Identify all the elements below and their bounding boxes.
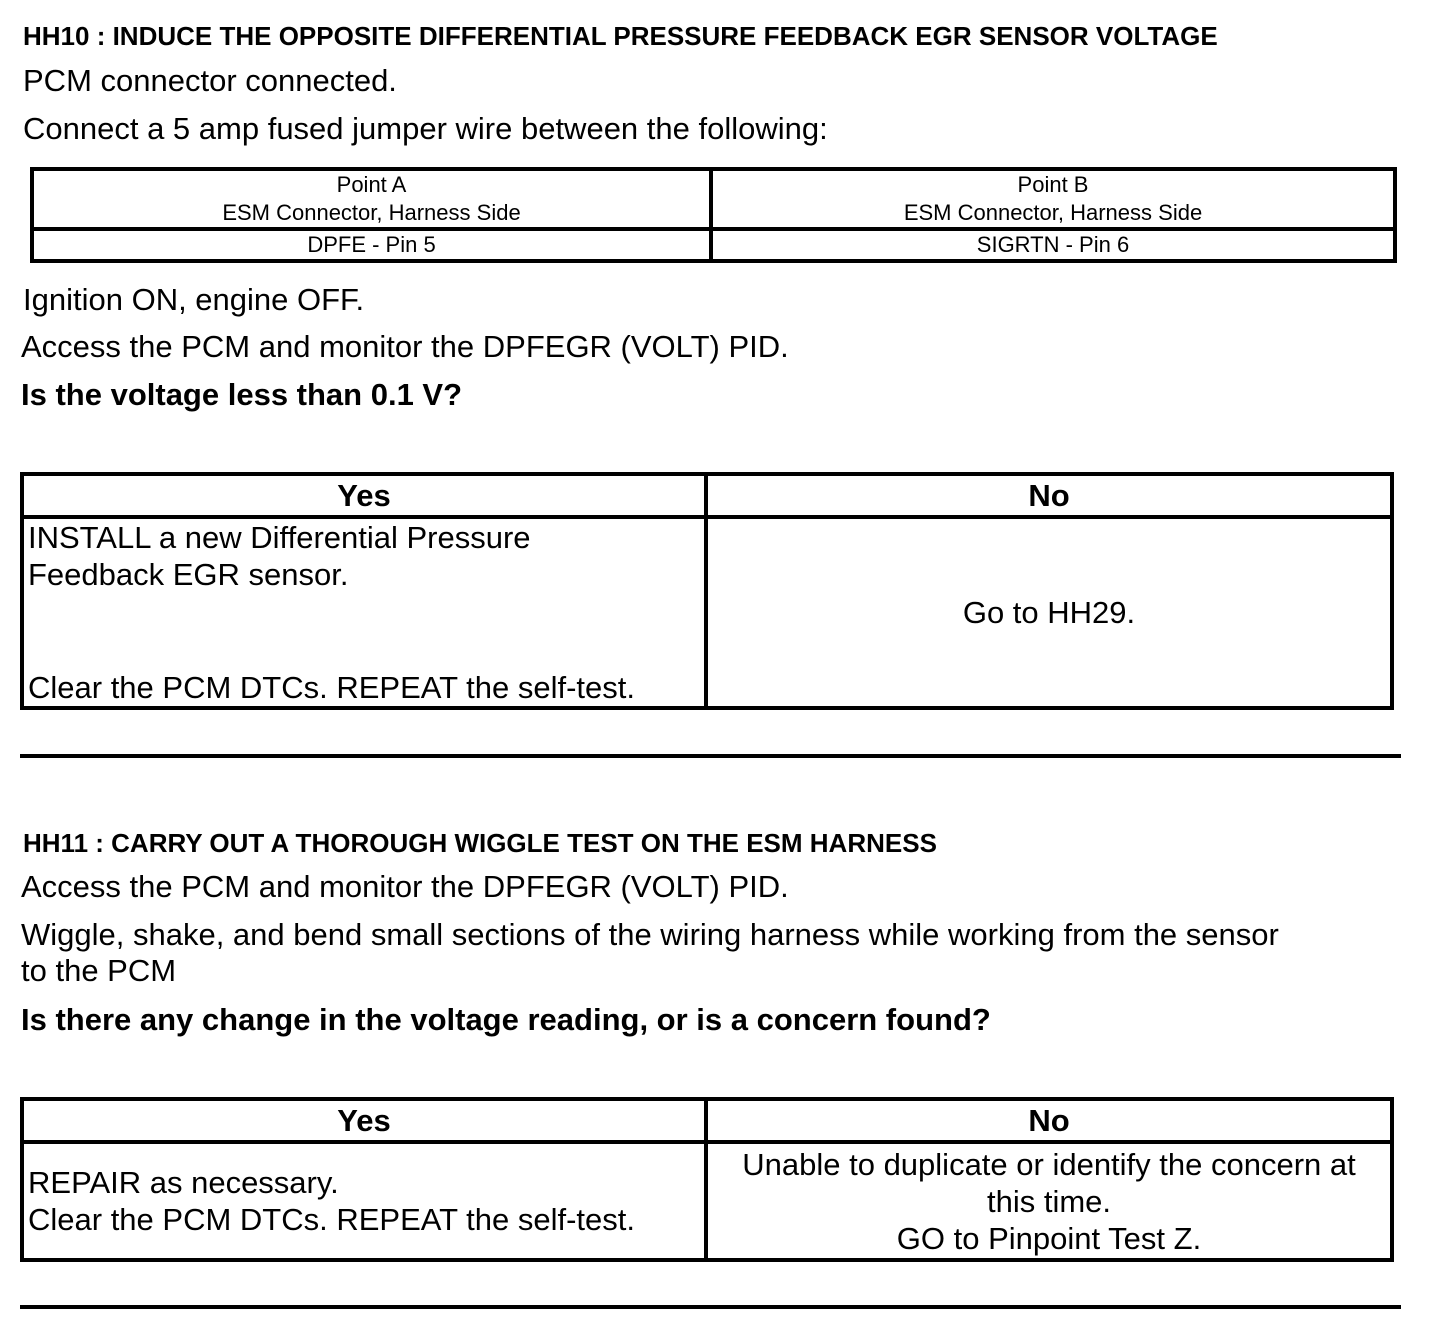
hh10-heading: HH10 : INDUCE THE OPPOSITE DIFFERENTIAL PRESSURE FEEDBACK EGR SENSOR VOLTAGE [23, 21, 1218, 51]
jumper-point-b-header [711, 169, 1395, 229]
hh10-yes-sensor: Feedback EGR sensor. [28, 557, 349, 592]
jumper-point-a-header [32, 169, 711, 229]
hh11-question: Is there any change in the voltage reading, or is a concern found? [21, 1002, 991, 1037]
hh10-yes-install: INSTALL a new Differential Pressure [28, 520, 531, 555]
hh10-yes-clear-dtcs: Clear the PCM DTCs. REPEAT the self-test. [28, 670, 635, 705]
point-b-title: Point B [1017, 172, 1089, 197]
point-a-title: Point A [336, 172, 407, 197]
hh10-step-ignition: Ignition ON, engine OFF. [23, 282, 365, 317]
hh11-yes-header: Yes [22, 1099, 706, 1142]
hh11-no-cell [706, 1142, 1392, 1260]
hh11-no-goto-pinpoint: GO to Pinpoint Test Z. [896, 1220, 1202, 1256]
hh10-result-table [20, 472, 1394, 710]
hh11-result-row [22, 1142, 1392, 1260]
hh11-no-header: No [706, 1099, 1392, 1142]
hh11-step-wiggle [21, 917, 1279, 989]
jumper-value-row [32, 229, 1395, 261]
hh10-question: Is the voltage less than 0.1 V? [21, 377, 463, 412]
hh11-step-wiggle-line2: to the PCM [21, 953, 177, 988]
jumper-header-row [32, 169, 1395, 229]
hh10-step-monitor-pid: Access the PCM and monitor the DPFEGR (VOLT) PID. [21, 329, 789, 364]
hh11-result-header-row [22, 1099, 1392, 1142]
hh10-result-row [22, 517, 1392, 708]
hh10-yes-header: Yes [22, 474, 706, 517]
hh11-step-wiggle-line1: Wiggle, shake, and bend small sections of the wiring harness while working from the sensor [21, 917, 1279, 952]
hh11-heading: HH11 : CARRY OUT A THOROUGH WIGGLE TEST ON THE ESM HARNESS [23, 828, 937, 858]
point-b-value: SIGRTN - Pin 6 [711, 229, 1395, 261]
point-b-subtitle: ESM Connector, Harness Side [903, 200, 1203, 225]
hh10-yes-cell [22, 517, 706, 708]
hh11-step-monitor-pid: Access the PCM and monitor the DPFEGR (VOLT) PID. [21, 869, 789, 904]
section-divider-bottom [20, 1305, 1401, 1309]
hh10-result-header-row [22, 474, 1392, 517]
hh10-no-header: No [706, 474, 1392, 517]
hh11-yes-clear-dtcs: Clear the PCM DTCs. REPEAT the self-test. [28, 1202, 635, 1237]
hh11-no-unable: Unable to duplicate or identify the concern at [742, 1146, 1356, 1182]
hh10-step-pcm-connected: PCM connector connected. [23, 63, 397, 98]
hh11-result-table [20, 1097, 1394, 1262]
hh11-yes-cell [22, 1142, 706, 1260]
hh10-no-goto-hh29: Go to HH29. [962, 595, 1136, 630]
hh11-yes-repair: REPAIR as necessary. [28, 1165, 339, 1200]
section-divider [20, 754, 1401, 758]
point-a-value: DPFE - Pin 5 [32, 229, 711, 261]
hh10-step-connect-jumper: Connect a 5 amp fused jumper wire between the following: [23, 111, 828, 146]
hh11-no-this-time: this time. [986, 1183, 1112, 1219]
hh10-no-cell [706, 517, 1392, 708]
point-a-subtitle: ESM Connector, Harness Side [222, 200, 521, 225]
jumper-wire-table [30, 167, 1397, 263]
